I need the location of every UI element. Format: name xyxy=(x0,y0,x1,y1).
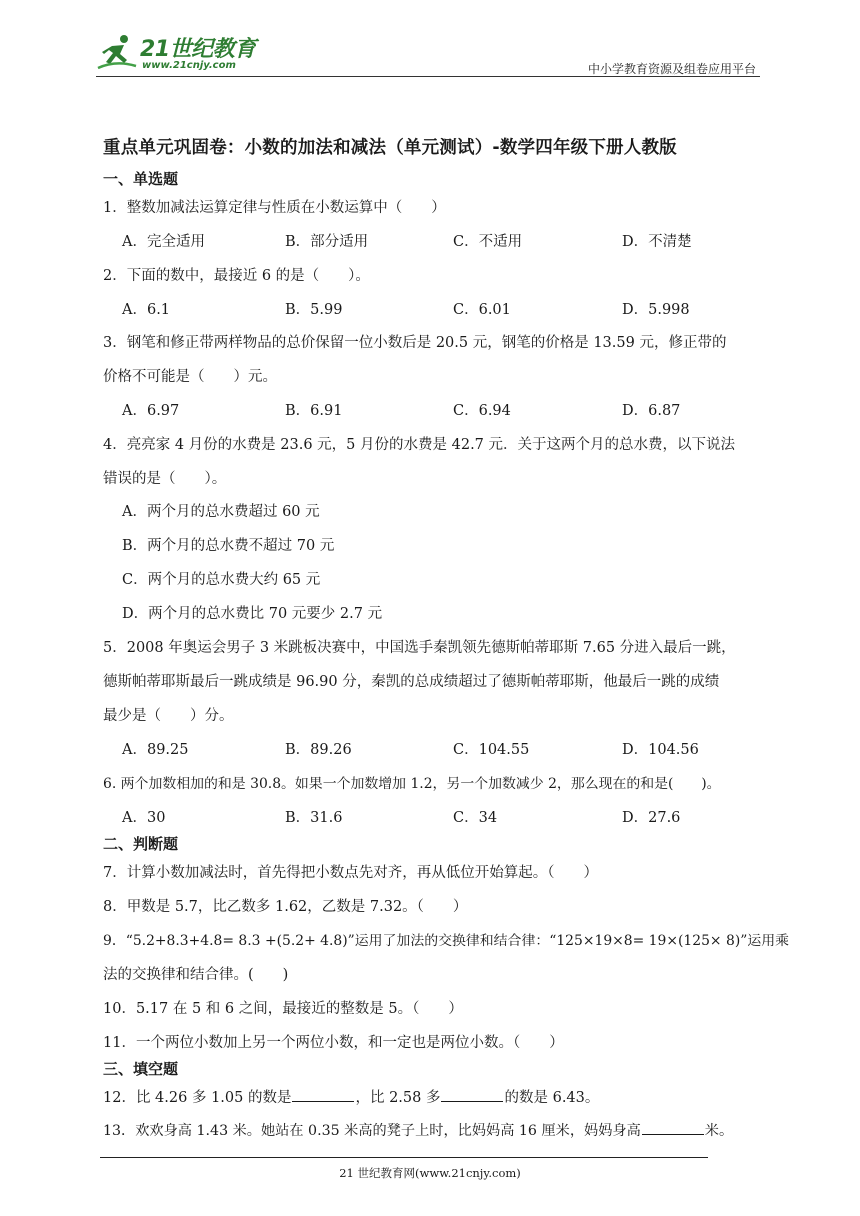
question-text: 米。 xyxy=(704,1123,734,1139)
fill-question xyxy=(103,1086,599,1107)
option-b[interactable]: B．89.26 xyxy=(285,742,352,758)
question-text-cont: 法的交换律和结合律。( ) xyxy=(103,967,289,983)
question-text-cont: 错误的是（ ）。 xyxy=(103,471,227,487)
question-text: 5．2008 年奥运会男子 3 米跳板决赛中，中国选手秦凯领先德斯帕蒂耶斯 7.65 分进入最后一跳， xyxy=(103,640,736,656)
page-footer: 21 世纪教育网(www.21cnjy.com) xyxy=(339,1166,521,1180)
footer-divider xyxy=(100,1157,708,1158)
question-text-cont: 价格不可能是（ ）元。 xyxy=(103,369,277,385)
header-platform-text: 中小学教育资源及组卷应用平台 xyxy=(587,62,756,76)
option-a[interactable]: A．两个月的总水费超过 60 元 xyxy=(122,504,320,520)
options-row xyxy=(122,806,762,826)
answer-blank[interactable] xyxy=(642,1120,704,1135)
option-c[interactable]: C．两个月的总水费大约 65 元 xyxy=(122,572,321,588)
option-a[interactable]: A．89.25 xyxy=(122,742,189,758)
section-heading: 三、填空题 xyxy=(103,1060,179,1078)
option-b[interactable]: B．5.99 xyxy=(285,302,343,318)
option-c[interactable]: C．6.94 xyxy=(453,403,511,419)
section-heading: 一、单选题 xyxy=(103,170,179,188)
answer-blank[interactable] xyxy=(292,1087,354,1102)
option-d[interactable]: D．两个月的总水费比 70 元要少 2.7 元 xyxy=(122,606,383,622)
answer-blank[interactable] xyxy=(441,1087,503,1102)
options-row xyxy=(122,399,762,419)
options-row xyxy=(122,298,762,318)
option-d[interactable]: D．6.87 xyxy=(622,403,681,419)
question-text: 2．下面的数中，最接近 6 的是（ ）。 xyxy=(103,268,370,284)
option-d[interactable]: D．5.998 xyxy=(622,302,690,318)
question-text: 8．甲数是 5.7，比乙数多 1.62，乙数是 7.32。（ ） xyxy=(103,899,468,915)
options-row xyxy=(122,230,762,250)
logo-url: www.21cnjy.com xyxy=(142,60,236,71)
question-text: 12．比 4.26 多 1.05 的数是 xyxy=(103,1090,292,1106)
section-heading: 二、判断题 xyxy=(103,835,179,853)
question-text: 11．一个两位小数加上另一个两位小数，和一定也是两位小数。（ ） xyxy=(103,1035,564,1051)
option-a[interactable]: A．6.97 xyxy=(122,403,180,419)
question-text: 9．“5.2+8.3+4.8= 8.3 +(5.2+ 4.8)”运用了加法的交换律和结合律：“125×19×8= 19×(125× 8)”运用乘 xyxy=(103,933,790,949)
option-c[interactable]: C．34 xyxy=(453,810,498,826)
option-d[interactable]: D．27.6 xyxy=(622,810,681,826)
question-text-cont: 德斯帕蒂耶斯最后一跳成绩是 96.90 分，秦凯的总成绩超过了德斯帕蒂耶斯，他最后一跳的成绩 xyxy=(103,674,720,690)
question-text: ，比 2.58 多 xyxy=(355,1090,441,1106)
page-header xyxy=(96,30,758,78)
option-d[interactable]: D．104.56 xyxy=(622,742,699,758)
runner-logo-icon xyxy=(96,34,140,72)
option-a[interactable]: A．30 xyxy=(122,810,166,826)
option-a[interactable]: A．完全适用 xyxy=(122,234,205,250)
question-text: 13．欢欢身高 1.43 米。她站在 0.35 米高的凳子上时，比妈妈高 16 厘米，妈妈身高 xyxy=(103,1123,641,1139)
option-b[interactable]: B．部分适用 xyxy=(285,234,369,250)
question-text: 7．计算小数加减法时，首先得把小数点先对齐，再从低位开始算起。（ ） xyxy=(103,865,598,881)
option-b[interactable]: B．两个月的总水费不超过 70 元 xyxy=(122,538,335,554)
question-text: 6. 两个加数相加的和是 30.8。如果一个加数增加 1.2，另一个加数减少 2，那么现在的和是( )。 xyxy=(103,776,721,792)
options-row xyxy=(122,738,762,758)
question-text: 3．钢笔和修正带两样物品的总价保留一位小数后是 20.5 元，钢笔的价格是 13.59 元，修正带的 xyxy=(103,335,727,351)
option-d[interactable]: D．不清楚 xyxy=(622,234,692,250)
option-c[interactable]: C．6.01 xyxy=(453,302,511,318)
option-b[interactable]: B．31.6 xyxy=(285,810,343,826)
page-title: 重点单元巩固卷：小数的加法和减法（单元测试）-数学四年级下册人教版 xyxy=(103,138,677,158)
question-text-cont: 最少是（ ）分。 xyxy=(103,708,234,724)
question-text: 10．5.17 在 5 和 6 之间，最接近的整数是 5。（ ） xyxy=(103,1001,463,1017)
option-c[interactable]: C．104.55 xyxy=(453,742,530,758)
option-c[interactable]: C．不适用 xyxy=(453,234,523,250)
question-text: 1．整数加减法运算定律与性质在小数运算中（ ） xyxy=(103,200,446,216)
header-divider xyxy=(96,76,760,77)
logo-text: 21世纪教育 xyxy=(140,37,256,62)
option-a[interactable]: A．6.1 xyxy=(122,302,171,318)
question-text: 的数是 6.43。 xyxy=(504,1090,600,1106)
option-b[interactable]: B．6.91 xyxy=(285,403,343,419)
fill-question xyxy=(103,1120,733,1140)
site-logo[interactable] xyxy=(96,30,266,76)
question-text: 4．亮亮家 4 月份的水费是 23.6 元，5 月份的水费是 42.7 元．关于这两个月的总水费，以下说法 xyxy=(103,437,736,453)
